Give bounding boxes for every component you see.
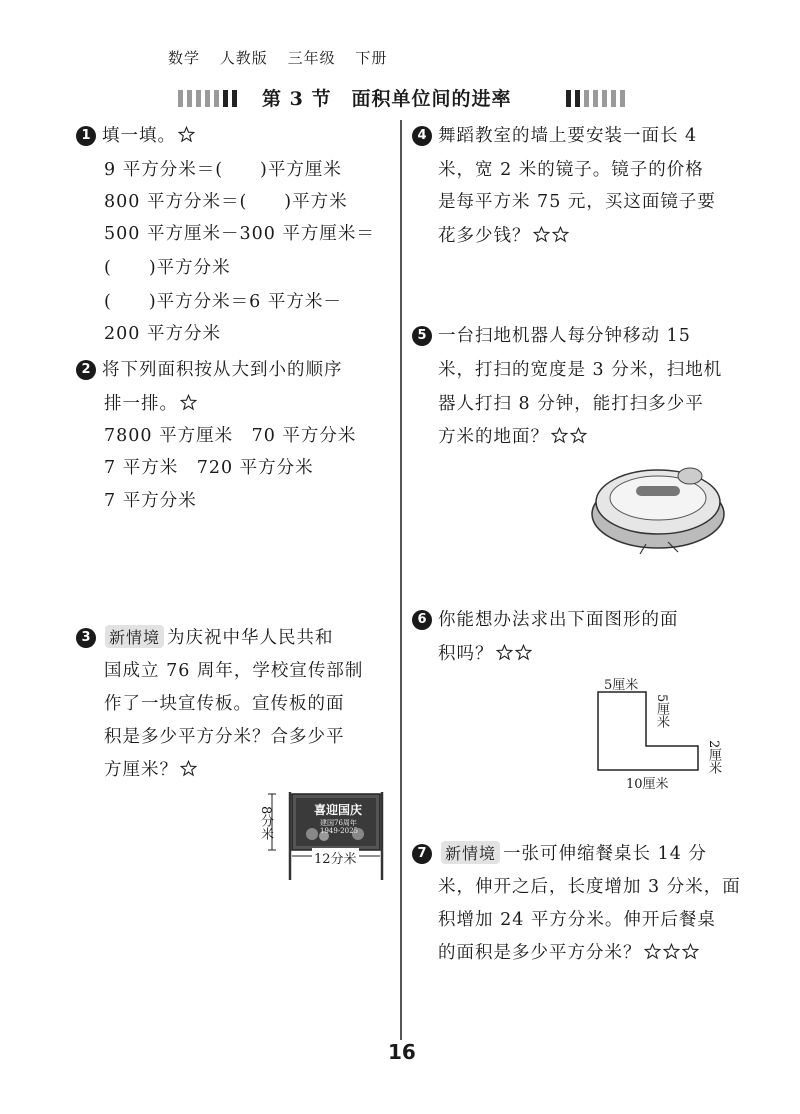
q4-line: 舞蹈教室的墙上要安装一面长 4: [438, 126, 698, 146]
section-number: 第 3 节: [262, 88, 332, 110]
right-edge-label: 2厘米: [706, 740, 721, 775]
star-icon: [496, 644, 513, 661]
q4-title: [412, 122, 697, 147]
q1-line: 800 平方分米＝( )平方米: [104, 192, 348, 212]
q6-line: [438, 640, 532, 665]
star-icon: [570, 427, 587, 444]
header-subject: 数学: [168, 49, 201, 67]
q2-line: 将下列面积按从大到小的顺序: [102, 360, 343, 380]
q1-line: 500 平方厘米－300 平方厘米＝: [104, 224, 375, 244]
new-context-tag: 新情境: [105, 625, 164, 648]
inner-edge-label: 5厘米: [654, 694, 669, 729]
q5-line: 一台扫地机器人每分钟移动 15: [438, 326, 691, 346]
star-icon: [515, 644, 532, 661]
q2-number: 2: [76, 360, 96, 380]
q1-line: ( )平方分米＝6 平方米－: [104, 292, 342, 312]
q7-line: 米，伸开之后，长度增加 3 分米，面: [438, 877, 741, 897]
q1-line: 9 平方分米＝( )平方厘米: [104, 160, 342, 180]
bottom-edge-label: 10厘米: [626, 777, 669, 792]
header-edition: 人教版: [219, 49, 268, 67]
left-decor-bars: [178, 90, 237, 107]
q7-line: 积增加 24 平方分米。伸开后餐桌: [438, 910, 716, 930]
q4-line: 米，宽 2 米的镜子。镜子的价格: [438, 160, 704, 180]
book-header: [168, 47, 401, 68]
q5-title: [412, 322, 691, 347]
q3-line: 积是多少平方分米？合多少平: [104, 727, 345, 747]
q2-line: [104, 390, 197, 415]
q1-line: 填一填。: [102, 126, 176, 146]
board-height-label: 8分米: [258, 806, 273, 841]
q3-number: 3: [76, 628, 96, 648]
section-title-row: [0, 84, 800, 114]
q3-line: [104, 756, 197, 781]
q6-title: [412, 606, 679, 631]
top-edge-label: 5厘米: [604, 678, 639, 693]
q2-title: [76, 356, 343, 381]
star-icon: [180, 394, 197, 411]
board-width-label: 12分米: [312, 848, 359, 867]
star-icon: [552, 226, 569, 243]
q3-line: 为庆祝中华人民共和: [167, 628, 334, 648]
q4-line-text: 花多少钱？: [438, 226, 531, 246]
q4-line: [438, 222, 569, 247]
q2-line: 7 平方米 720 平方分米: [104, 458, 314, 478]
page-number: 16: [388, 1040, 416, 1064]
star-icon: [663, 943, 680, 960]
star-icon: [533, 226, 550, 243]
column-divider: [400, 120, 402, 1040]
section-name: 面积单位间的进率: [351, 88, 512, 110]
q4-number: 4: [412, 126, 432, 146]
q3-line: 国成立 76 周年，学校宣传部制: [104, 661, 364, 681]
right-decor-bars: [566, 90, 625, 107]
billboard-figure: [254, 786, 394, 882]
q6-line-text: 积吗？: [438, 644, 494, 664]
q1-number: 1: [76, 126, 96, 146]
q7-number: 7: [412, 844, 432, 864]
q1-title: [76, 122, 195, 147]
q3-line: 作了一块宣传板。宣传板的面: [104, 694, 345, 714]
q7-title: [412, 840, 707, 865]
q1-line: 200 平方分米: [104, 324, 221, 344]
q6-line: 你能想办法求出下面图形的面: [438, 610, 679, 630]
q6-number: 6: [412, 610, 432, 630]
q5-number: 5: [412, 326, 432, 346]
star-icon: [551, 427, 568, 444]
q5-line: [438, 423, 587, 448]
q2-line-text: 排一排。: [104, 394, 178, 414]
q5-line: 米，打扫的宽度是 3 分米，扫地机: [438, 360, 723, 380]
q3-line-text: 方厘米？: [104, 760, 178, 780]
board-title: 喜迎国庆: [314, 803, 363, 817]
star-icon: [682, 943, 699, 960]
board-years: 1949-2025: [320, 827, 358, 835]
q1-line: ( )平方分米: [104, 258, 231, 278]
q2-line: 7 平方分米: [104, 491, 197, 511]
q7-line-text: 的面积是多少平方分米？: [438, 943, 642, 963]
q7-line: 一张可伸缩餐桌长 14 分: [503, 844, 707, 864]
q5-line-text: 方米的地面？: [438, 427, 549, 447]
q5-line: 器人打扫 8 分钟，能打扫多少平: [438, 394, 704, 414]
l-shape-figure: [590, 670, 730, 792]
star-icon: [644, 943, 661, 960]
star-icon: [178, 126, 195, 143]
board-subtitle: 建国76周年: [320, 819, 357, 827]
robot-vacuum-image: [586, 452, 726, 556]
q7-line: [438, 939, 699, 964]
header-grade: 三年级: [287, 49, 336, 67]
new-context-tag: 新情境: [441, 841, 500, 864]
star-icon: [180, 760, 197, 777]
header-volume: 下册: [355, 49, 388, 67]
q2-line: 7800 平方厘米 70 平方分米: [104, 426, 357, 446]
q4-line: 是每平方米 75 元，买这面镜子要: [438, 192, 716, 212]
section-title: [262, 84, 531, 111]
q3-title: [76, 624, 334, 649]
